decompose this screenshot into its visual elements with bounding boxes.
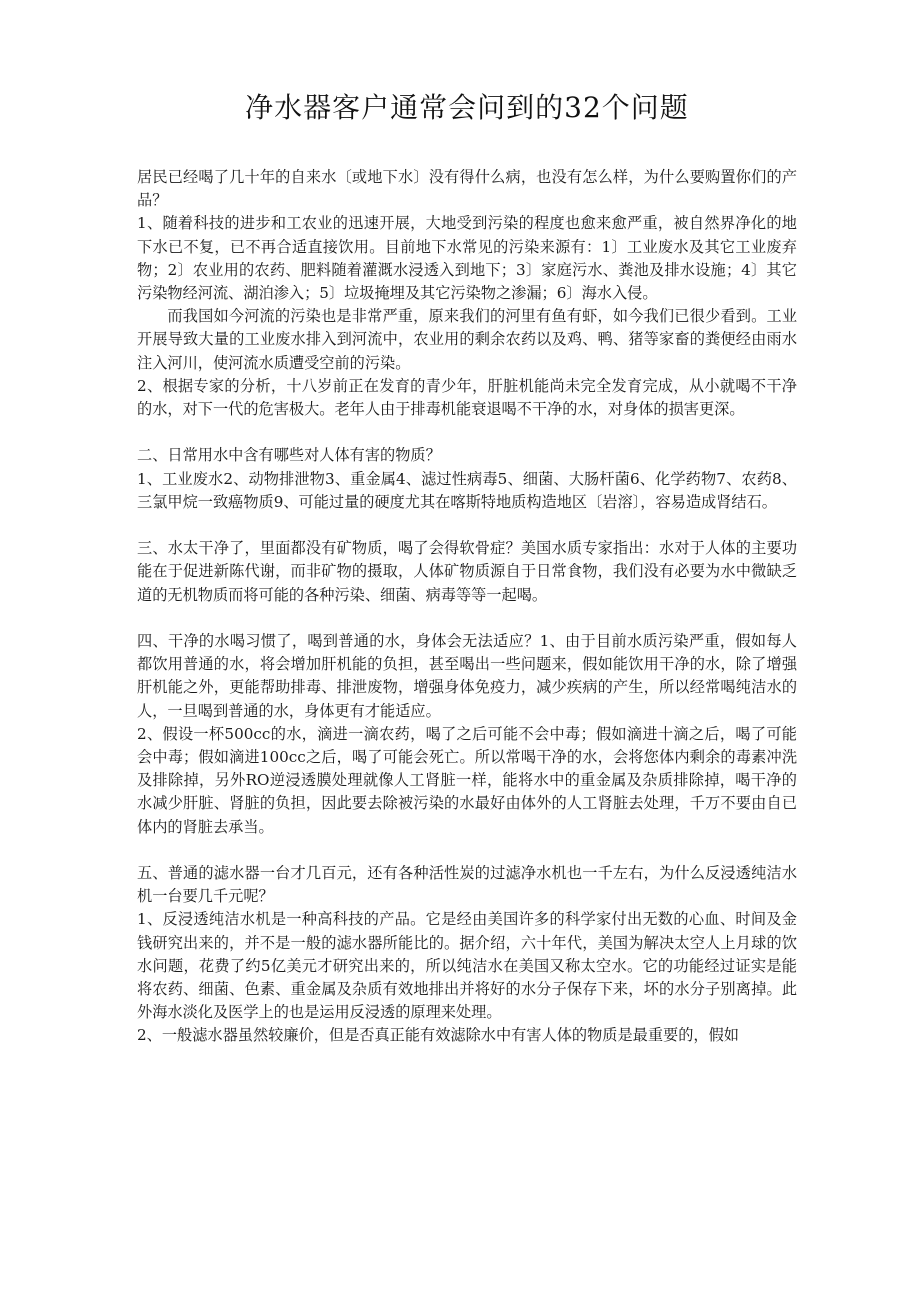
paragraph-question-5: 五、普通的滤水器一台才几百元，还有各种活性炭的过滤净水机也一千左右，为什么反浸透纯洁水机一台要几千元呢？ <box>137 864 797 906</box>
paragraph-answer-4-2: 2、假设一杯500cc的水，滴进一滴农药，喝了之后可能不会中毒；假如滴进十滴之后，喝了可能会中毒；假如滴进100cc之后，喝了可能会死亡。所以常喝干净的水，会将您体内剩余的毒素冲洗及排除掉，另外RO逆浸透膜处理就像人工肾脏一样，能将水中的重金属及杂质排除掉，喝干净的水减少肝脏、肾脏的负担，因此要去除被污染的水最好由体外的人工肾脏去处理，千万不要由自已体内的肾脏去承当。 <box>137 724 797 836</box>
paragraph-harmful-list: 1、工业废水2、动物排泄物3、重金属4、滤过性病毒5、细菌、大肠杆菌6、化学药物7、农药8、三氯甲烷一致癌物质9、可能过量的硬度尤其在喀斯特地质构造地区〔岩溶〕，容易造成肾结石。 <box>137 469 797 511</box>
document-title: 净水器客户通常会问到的32个问题 <box>245 91 689 124</box>
paragraph-river-pollution: 而我国如今河流的污染也是非常严重，原来我们的河里有鱼有虾，如今我们已很少看到。工业开展导致大量的工业废水排入到河流中，农业用的剩余农药以及鸡、鸭、猪等家畜的粪便经由雨水注入河川，使河流水质遭受空前的污染。 <box>137 307 797 372</box>
paragraph-spacer <box>137 421 797 444</box>
paragraph-answer-1: 1、随着科技的进步和工农业的迅速开展，大地受到污染的程度也愈来愈严重，被自然界净化的地下水已不复，已不再合适直接饮用。目前地下水常见的污染来源有：1〕工业废水及其它工业废弃物；2〕农业用的农药、肥料随着灌溉水浸透入到地下；3〕家庭污水、粪池及排水设施；4〕其它污染物经河流、湖泊渗入；5〕垃圾掩埋及其它污染物之渗漏；6〕海水入侵。 <box>137 214 797 303</box>
document-body <box>137 166 797 1048</box>
paragraph-question-2: 二、日常用水中含有哪些对人体有害的物质？ <box>137 446 441 465</box>
paragraph-question-3: 三、水太干净了，里面都没有矿物质，喝了会得软骨症？美国水质专家指出：水对于人体的主要功能在于促进新陈代谢，而非矿物的摄取，人体矿物质源自于日常食物，我们没有必要为水中微缺乏道的无机物质而将可能的各种污染、细菌、病毒等等一起喝。 <box>137 539 797 604</box>
paragraph-question-intro: 居民已经喝了几十年的自来水〔或地下水〕没有得什么病，也没有怎么样，为什么要购置你们的产品？ <box>137 168 797 210</box>
paragraph-spacer <box>137 514 797 537</box>
paragraph-answer-5-1: 1、反浸透纯洁水机是一种高科技的产品。它是经由美国许多的科学家付出无数的心血、时间及金钱研究出来的，并不是一般的滤水器所能比的。据介绍，六十年代，美国为解决太空人上月球的饮水问题，花费了约5亿美元才研究出来的，所以纯洁水在美国又称太空水。它的功能经过证实是能将农药、细菌、色素、重金属及杂质有效地排出并将好的水分子保存下来，坏的水分子别离掉。此外海水淡化及医学上的也是运用反浸透的原理来处理。 <box>137 910 797 1022</box>
paragraph-spacer <box>137 607 797 630</box>
paragraph-spacer <box>137 839 797 862</box>
document-page <box>137 0 797 1048</box>
paragraph-answer-5-2: 2、一般滤水器虽然较廉价，但是否真正能有效滤除水中有害人体的物质是最重要的，假如 <box>137 1026 739 1045</box>
paragraph-question-4: 四、干净的水喝习惯了，喝到普通的水，身体会无法适应？1、由于目前水质污染严重，假如每人都饮用普通的水，将会增加肝机能的负担，甚至喝出一些问题来，假如能饮用干净的水，除了增强肝机能之外，更能帮助排毒、排泄废物，增强身体免疫力，减少疾病的产生，所以经常喝纯洁水的人，一旦喝到普通的水，身体更有才能适应。 <box>137 632 797 720</box>
paragraph-answer-2: 2、根据专家的分析，十八岁前正在发育的青少年，肝脏机能尚未完全发育完成，从小就喝不干净的水，对下一代的危害极大。老年人由于排毒机能衰退喝不干净的水，对身体的损害更深。 <box>137 376 797 419</box>
